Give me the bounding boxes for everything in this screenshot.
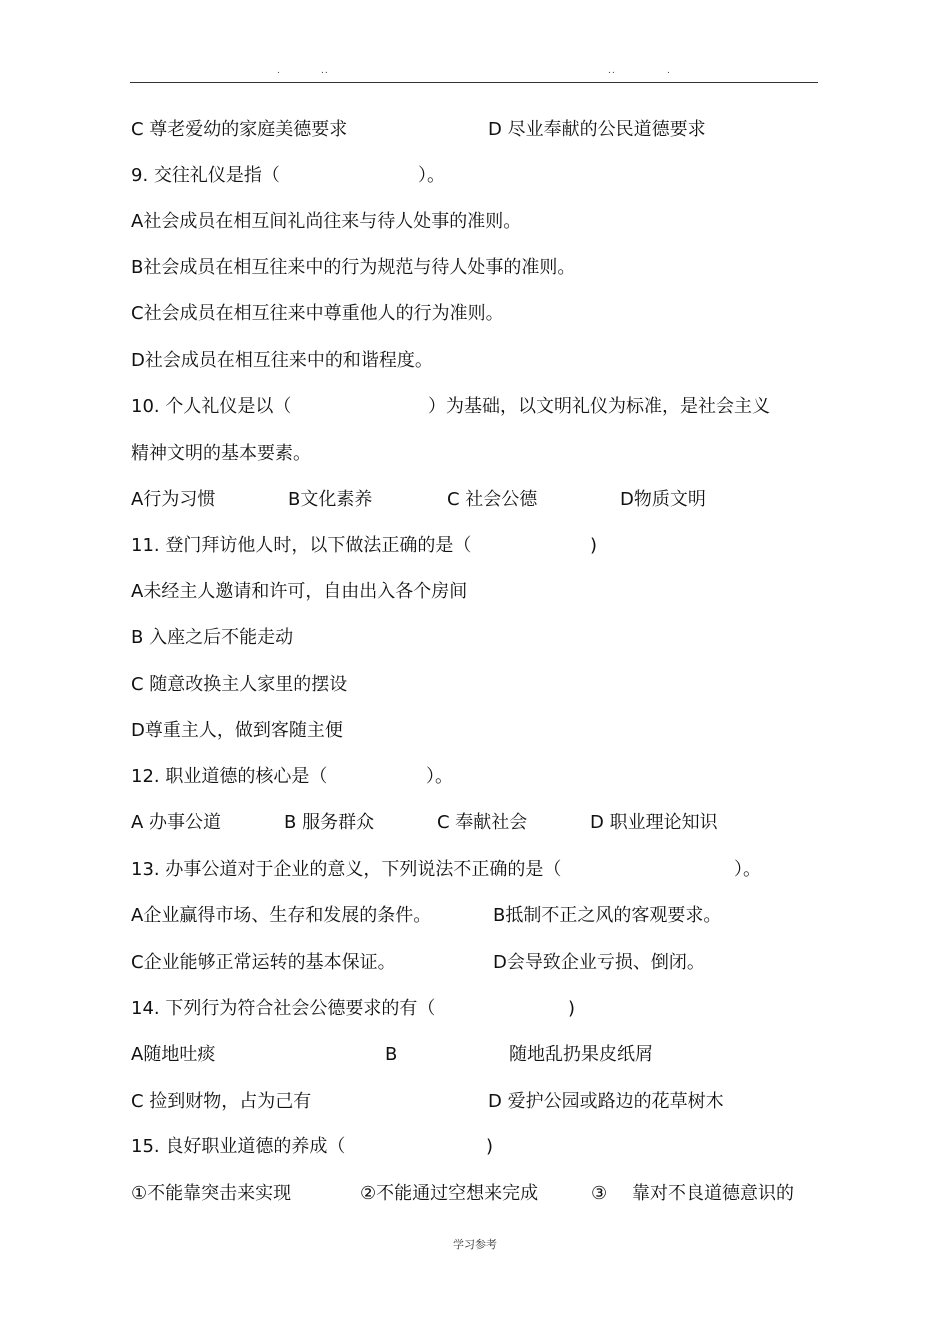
- question-12-close: ）。: [426, 766, 453, 787]
- option-line: A未经主人邀请和许可，自由出入各个房间: [131, 581, 468, 602]
- option-b: B文化素养: [288, 489, 373, 510]
- option-line: C 随意改换主人家里的摆设: [131, 674, 348, 695]
- option-a: A随地吐痰: [131, 1044, 216, 1065]
- question-13-close: ）。: [734, 859, 761, 880]
- option-c: C 捡到财物，占为己有: [131, 1091, 312, 1112]
- option-b-text: 随地乱扔果皮纸屑: [509, 1044, 653, 1065]
- question-15: 15. 良好职业道德的养成（: [131, 1136, 346, 1157]
- header-dots: .: [277, 66, 281, 76]
- option-c: C 社会公德: [447, 489, 538, 510]
- option-c: C 奉献社会: [437, 812, 528, 833]
- option-b: B: [385, 1044, 398, 1065]
- header-dots: .: [667, 66, 671, 76]
- option-a: A行为习惯: [131, 489, 216, 510]
- question-11-close: ): [590, 535, 598, 556]
- question-10-line2: 精神文明的基本要素。: [131, 443, 311, 464]
- option-line: D社会成员在相互往来中的和谐程度。: [131, 350, 433, 371]
- option-line: A社会成员在相互间礼尚往来与待人处事的准则。: [131, 211, 522, 232]
- option-a: A企业赢得市场、生存和发展的条件。: [131, 905, 432, 926]
- question-10: 10. 个人礼仪是以（: [131, 396, 292, 417]
- page-footer: 学习参考: [453, 1238, 497, 1251]
- header-rule: [130, 82, 818, 83]
- header-dots: ..: [608, 66, 616, 76]
- question-14-close: ): [568, 998, 576, 1019]
- option-b: B抵制不正之风的客观要求。: [493, 905, 722, 926]
- option-3: ③: [591, 1183, 608, 1204]
- option-line: D 尽业奉献的公民道德要求: [488, 119, 706, 140]
- option-1: ①不能靠突击来实现: [131, 1183, 292, 1204]
- header-dots: ..: [321, 66, 329, 76]
- option-d: D会导致企业亏损、倒闭。: [493, 952, 705, 973]
- option-c: C企业能够正常运转的基本保证。: [131, 952, 396, 973]
- question-9: 9. 交往礼仪是指（: [131, 165, 280, 186]
- question-12: 12. 职业道德的核心是（: [131, 766, 328, 787]
- question-10-cont: ）为基础，以文明礼仪为标准，是社会主义: [428, 396, 770, 417]
- option-line: B 入座之后不能走动: [131, 627, 294, 648]
- option-b: B 服务群众: [284, 812, 375, 833]
- option-d: D 爱护公园或路边的花草树木: [488, 1091, 724, 1112]
- option-line: B社会成员在相互往来中的行为规范与待人处事的准则。: [131, 257, 576, 278]
- option-d: D物质文明: [620, 489, 706, 510]
- question-14: 14. 下列行为符合社会公德要求的有（: [131, 998, 436, 1019]
- question-15-close: ): [486, 1136, 494, 1157]
- option-a: A 办事公道: [131, 812, 222, 833]
- question-13: 13. 办事公道对于企业的意义，下列说法不正确的是（: [131, 859, 562, 880]
- question-11: 11. 登门拜访他人时，以下做法正确的是（: [131, 535, 472, 556]
- question-9-close: ）。: [418, 165, 445, 186]
- option-3-text: 靠对不良道德意识的: [632, 1183, 794, 1204]
- option-line: C 尊老爱幼的家庭美德要求: [131, 119, 348, 140]
- option-d: D 职业理论知识: [590, 812, 718, 833]
- option-line: C社会成员在相互往来中尊重他人的行为准则。: [131, 303, 504, 324]
- option-line: D尊重主人，做到客随主便: [131, 720, 343, 741]
- option-2: ②不能通过空想来完成: [360, 1183, 539, 1204]
